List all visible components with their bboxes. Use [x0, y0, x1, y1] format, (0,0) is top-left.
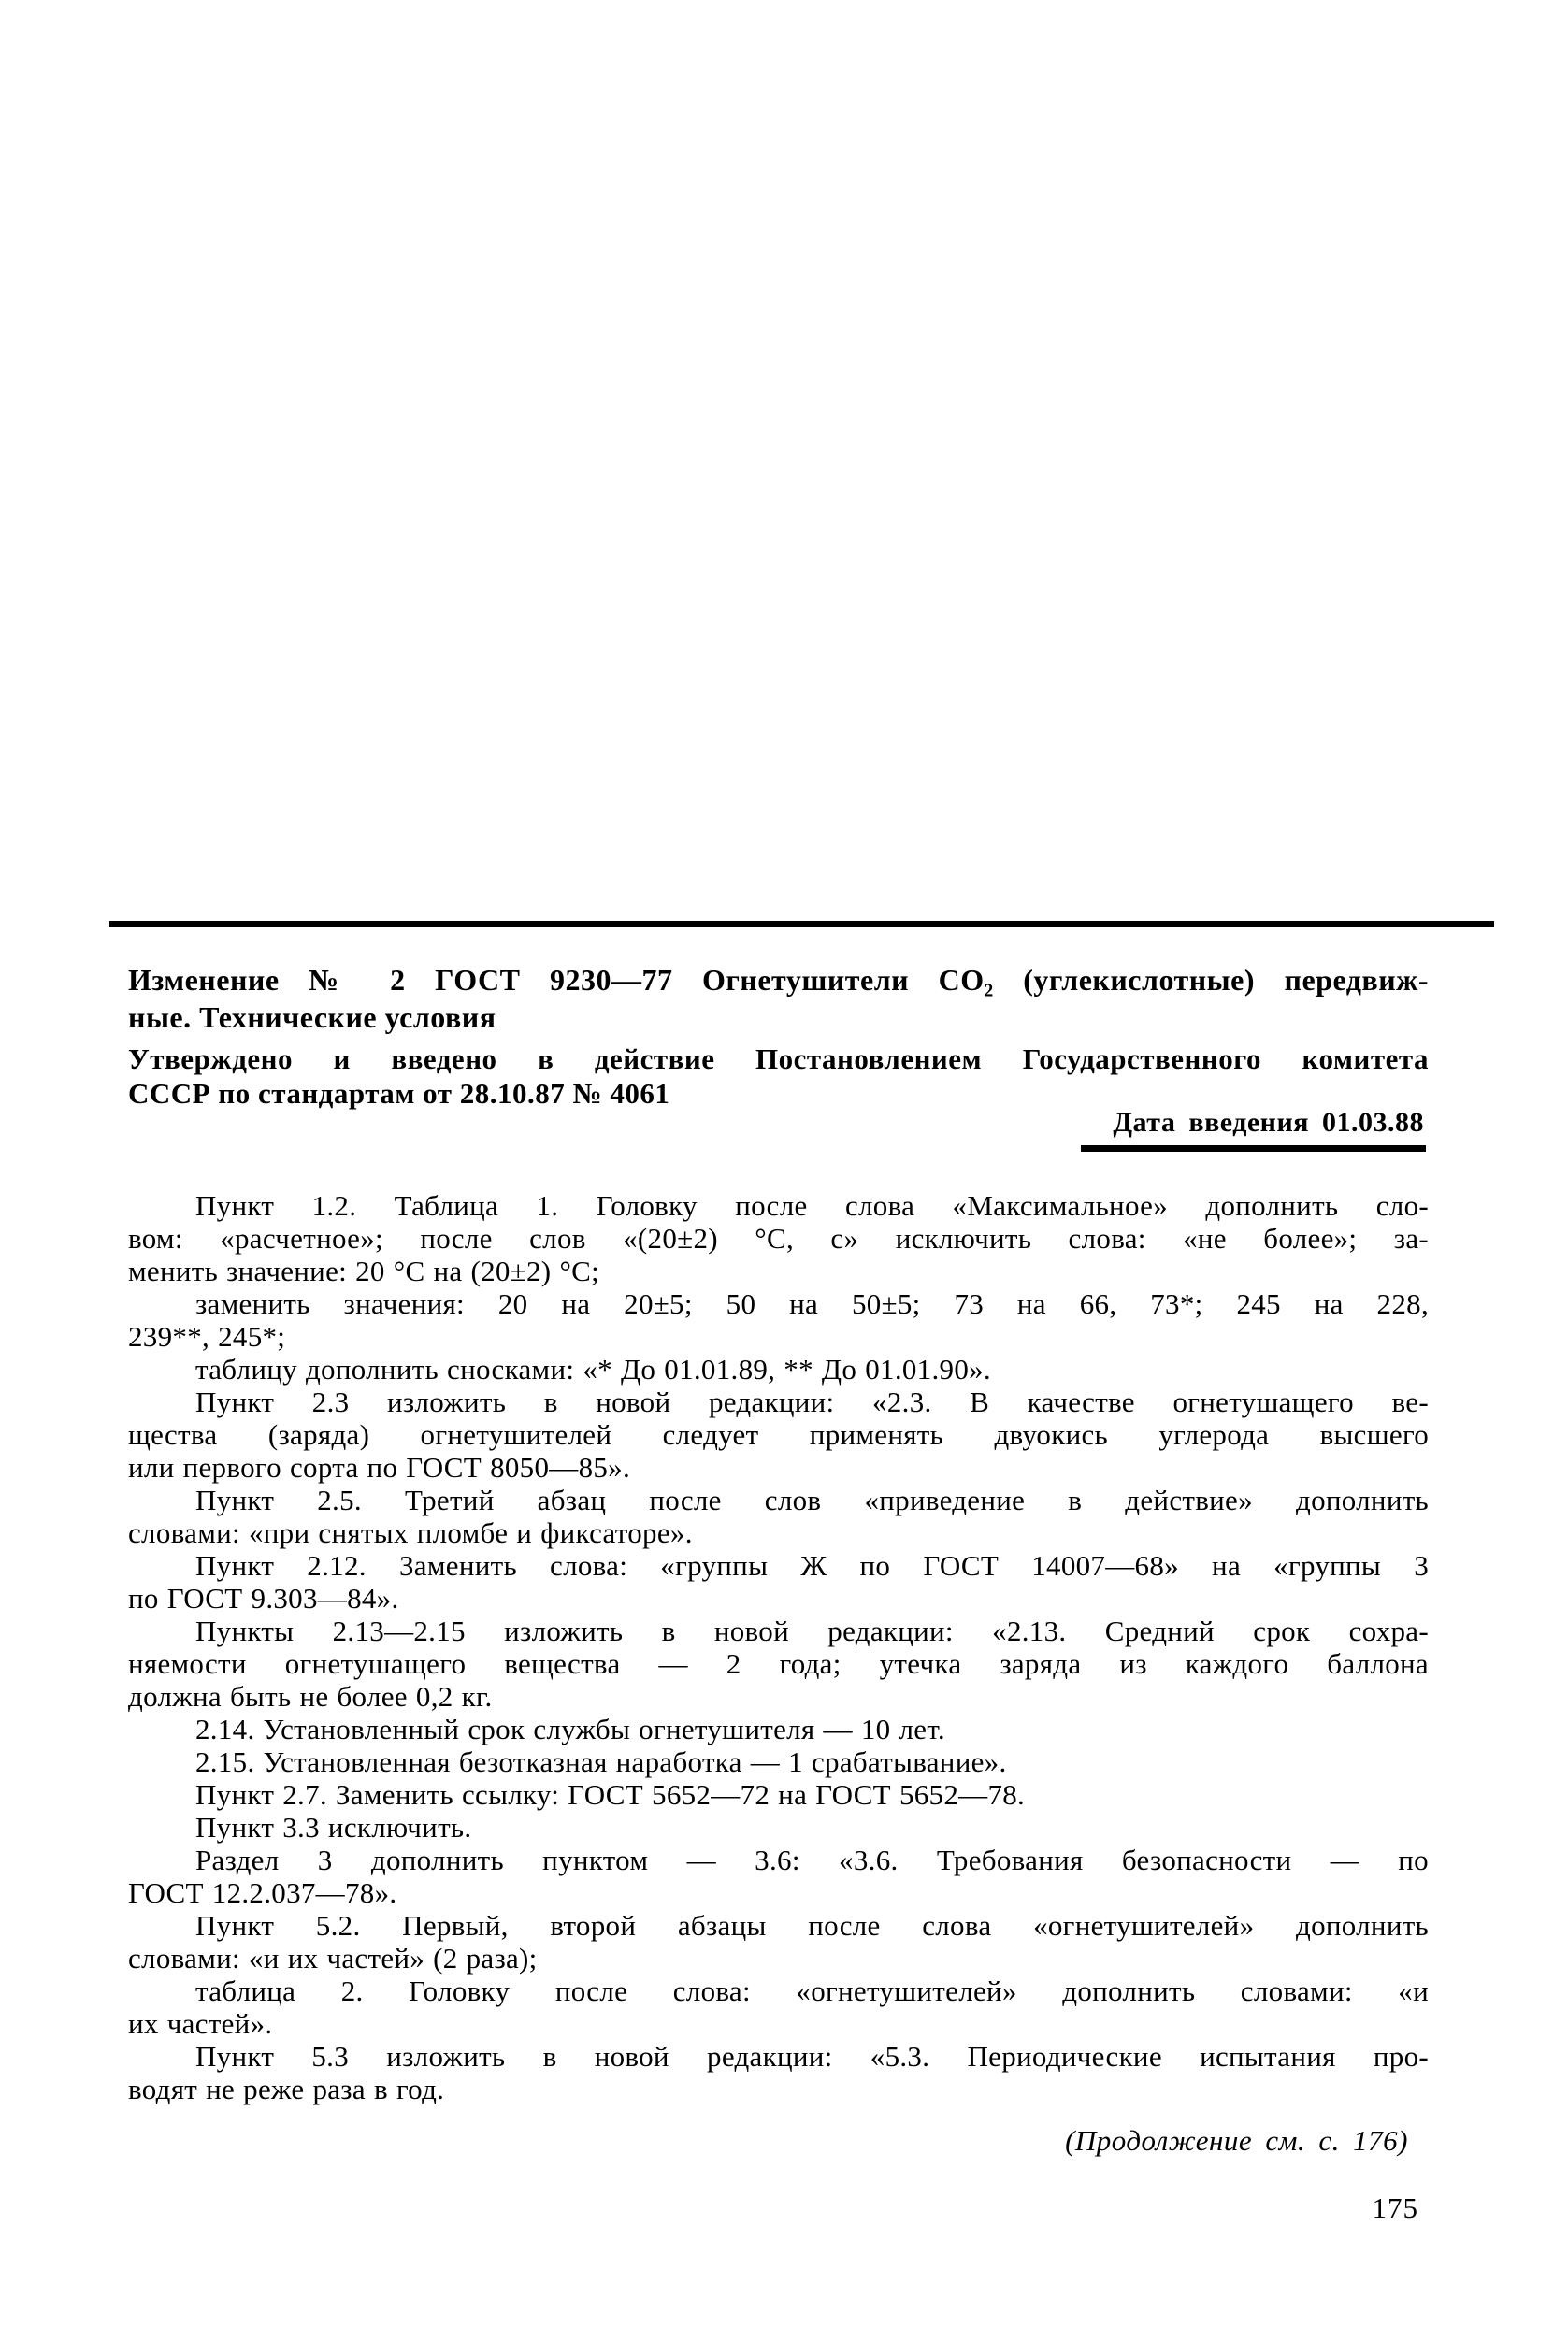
amendment-title-line: ные. Технические условия — [128, 1000, 496, 1034]
amendment-body-line: Пункт 3.3 исключить. — [195, 1811, 472, 1844]
amendment-body-line: Пункт 2.5. Третий абзац после слов «приведение в действие» дополнить — [195, 1484, 1429, 1516]
amendment-body-line: должна быть не более 0,2 кг. — [128, 1680, 493, 1713]
amendment-body-line: таблица 2. Головку после слова: «огнетушителей» дополнить словами: «и — [195, 1975, 1429, 2007]
amendment-body — [128, 1189, 1429, 2105]
approval-statement-line: СССР по стандартам от 28.10.87 № 4061 — [128, 1077, 670, 1110]
amendment-body-line: словами: «при снятых пломбе и фиксаторе». — [128, 1516, 693, 1549]
amendment-body-line: ГОСТ 12.2.037—78». — [128, 1876, 397, 1909]
amendment-body-line: Пункт 2.3 изложить в новой редакции: «2.3. В качестве огнетушащего ве- — [195, 1386, 1429, 1418]
amendment-body-line: менить значение: 20 °С на (20±2) °С; — [128, 1255, 600, 1287]
amendment-body-line: няемости огнетушащего вещества — 2 года; утечка заряда из каждого баллона — [128, 1647, 1429, 1680]
amendment-body-line: или первого сорта по ГОСТ 8050—85». — [128, 1451, 631, 1484]
continuation-note-text: (Продолжение см. с. 176) — [1065, 2124, 1408, 2157]
approval-statement — [128, 1041, 1429, 1111]
amendment-body-line: Пункт 5.3 изложить в новой редакции: «5.3. Периодические испытания про- — [195, 2040, 1429, 2073]
amendment-body-line: заменить значения: 20 на 20±5; 50 на 50±5; 73 на 66, 73*; 245 на 228, — [195, 1287, 1429, 1320]
page-number: 175 — [1372, 2191, 1418, 2224]
amendment-body-line: 2.15. Установленная безотказная наработка — 1 срабатывание». — [195, 1745, 1007, 1778]
amendment-body-line: Раздел 3 дополнить пунктом — 3.6: «3.6. Требования безопасности — по — [195, 1844, 1429, 1876]
amendment-body-line: словами: «и их частей» (2 раза); — [128, 1942, 538, 1975]
continuation-note — [128, 2124, 1408, 2158]
amendment-body-line: их частей». — [128, 2007, 273, 2040]
amendment-body-line: таблицу дополнить сносками: «* До 01.01.89, ** До 01.01.90». — [195, 1353, 991, 1386]
effective-date — [128, 1107, 1429, 1152]
amendment-title — [128, 961, 1429, 1036]
approval-statement-line: Утверждено и введено в действие Постановлением Государственного комитета — [128, 1042, 1429, 1075]
amendment-title-line: Изменение № 2 ГОСТ 9230—77 Огнетушители СО₂ (углекислотные) передвиж- — [128, 963, 1429, 997]
amendment-body-line: 239**, 245*; — [128, 1320, 286, 1353]
amendment-body-line: Пункт 1.2. Таблица 1. Головку после слова «Максимальное» дополнить сло- — [195, 1189, 1429, 1222]
header-divider-rule — [109, 921, 1494, 927]
amendment-body-line: Пункт 2.7. Заменить ссылку: ГОСТ 5652—72 на ГОСТ 5652—78. — [195, 1778, 1026, 1811]
amendment-body-line: водят не реже раза в год. — [128, 2073, 445, 2105]
amendment-body-line: по ГОСТ 9.303—84». — [128, 1582, 399, 1615]
amendment-body-line: вом: «расчетное»; после слов «(20±2) °С, с» исключить слова: «не более»; за- — [128, 1222, 1429, 1255]
amendment-body-line: Пункт 2.12. Заменить слова: «группы Ж по ГОСТ 14007—68» на «группы 3 — [195, 1549, 1429, 1582]
amendment-body-line: щества (заряда) огнетушителей следует применять двуокись углерода высшего — [128, 1418, 1429, 1451]
effective-date-text: Дата введения 01.03.88 — [1081, 1107, 1426, 1152]
amendment-body-line: Пункты 2.13—2.15 изложить в новой редакции: «2.13. Средний срок сохра- — [195, 1615, 1429, 1647]
amendment-body-line: 2.14. Установленный срок службы огнетушителя — 10 лет. — [195, 1713, 945, 1745]
amendment-body-line: Пункт 5.2. Первый, второй абзацы после слова «огнетушителей» дополнить — [195, 1909, 1429, 1942]
